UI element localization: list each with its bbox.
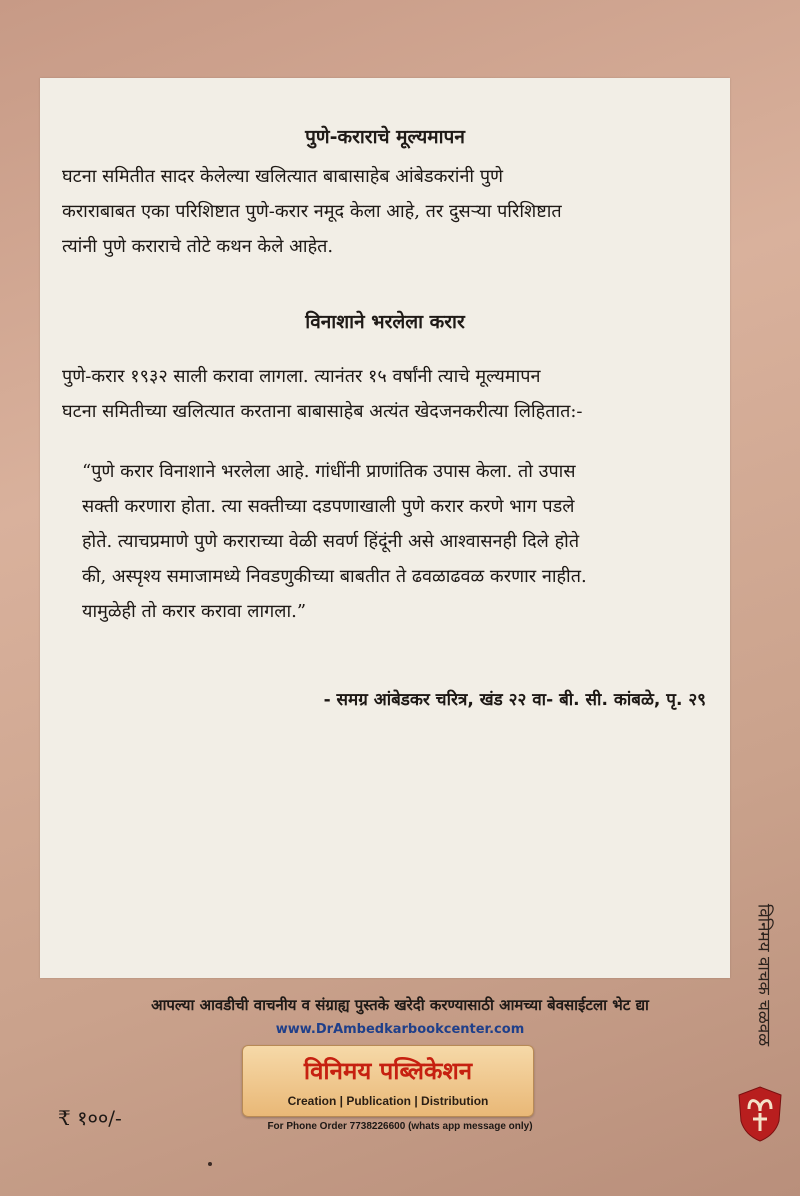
quote-block [82,454,710,629]
quote-line: की, अस्पृश्य समाजामध्ये निवडणुकीच्या बाबतीत ते ढवळाढवळ करणार नाहीत. [82,566,587,587]
paragraph-line: घटना समितीच्या खलित्यात करताना बाबासाहेब अत्यंत खेदजनकरीत्या लिहितात:- [62,401,583,422]
decorative-dot [208,1162,212,1166]
spine-label: विनिमय वाचक चळवळ [753,903,774,1047]
quote-line: “पुणे करार विनाशाने भरलेला आहे. गांधींनी प्राणांतिक उपास केला. तो उपास [82,461,576,482]
publisher-logo [242,1045,534,1117]
phone-order-text: For Phone Order 7738226600 (whats app message only) [267,1121,533,1132]
paragraph-line: घटना समितीत सादर केलेल्या खलित्यात बाबासाहेब आंबेडकरांनी पुणे [62,166,504,187]
quote-line: यामुळेही तो करार करावा लागला.” [82,601,307,622]
quote-line: होते. त्याचप्रमाणे पुणे कराराच्या वेळी सवर्ण हिंदूंनी असे आश्वासनही दिले होते [82,531,580,552]
paragraph-line: त्यांनी पुणे कराराचे तोटे कथन केले आहेत. [62,236,334,257]
paragraph-line: पुणे-करार १९३२ साली करावा लागला. त्यानंतर १५ वर्षांनी त्याचे मूल्यमापन [62,366,541,387]
paragraph-line: कराराबाबत एका परिशिष्टात पुणे-करार नमूद केला आहे, तर दुसऱ्या परिशिष्टात [62,201,562,222]
footer-tagline: आपल्या आवडीची वाचनीय व संग्राह्य पुस्तके खरेदी करण्यासाठी आमच्या बेवसाईटला भेट द्या [151,996,649,1014]
shield-emblem-icon [735,1083,785,1143]
publisher-name: विनिमय पब्लिकेशन [303,1057,473,1085]
price-label: ₹ १००/- [58,1106,122,1130]
section-heading-pune-pact-evaluation: पुणे-कराराचे मूल्यमापन [305,126,465,148]
paragraph-intro [62,159,710,264]
spine-text [750,860,780,1090]
citation: - समग्र आंबेडकर चरित्र, खंड २२ वा- बी. सी. कांबळे, पृ. २९ [323,690,706,710]
text-panel [40,78,730,978]
section-heading-destructive-pact: विनाशाने भरलेला करार [305,311,465,333]
publisher-tagline: Creation | Publication | Distribution [287,1094,489,1108]
paragraph-context [62,359,710,429]
quote-line: सक्ती करणारा होता. त्या सक्तीच्या दडपणाखाली पुणे करार करणे भाग पडले [82,496,575,517]
website-link[interactable]: www.DrAmbedkarbookcenter.com [275,1022,525,1037]
